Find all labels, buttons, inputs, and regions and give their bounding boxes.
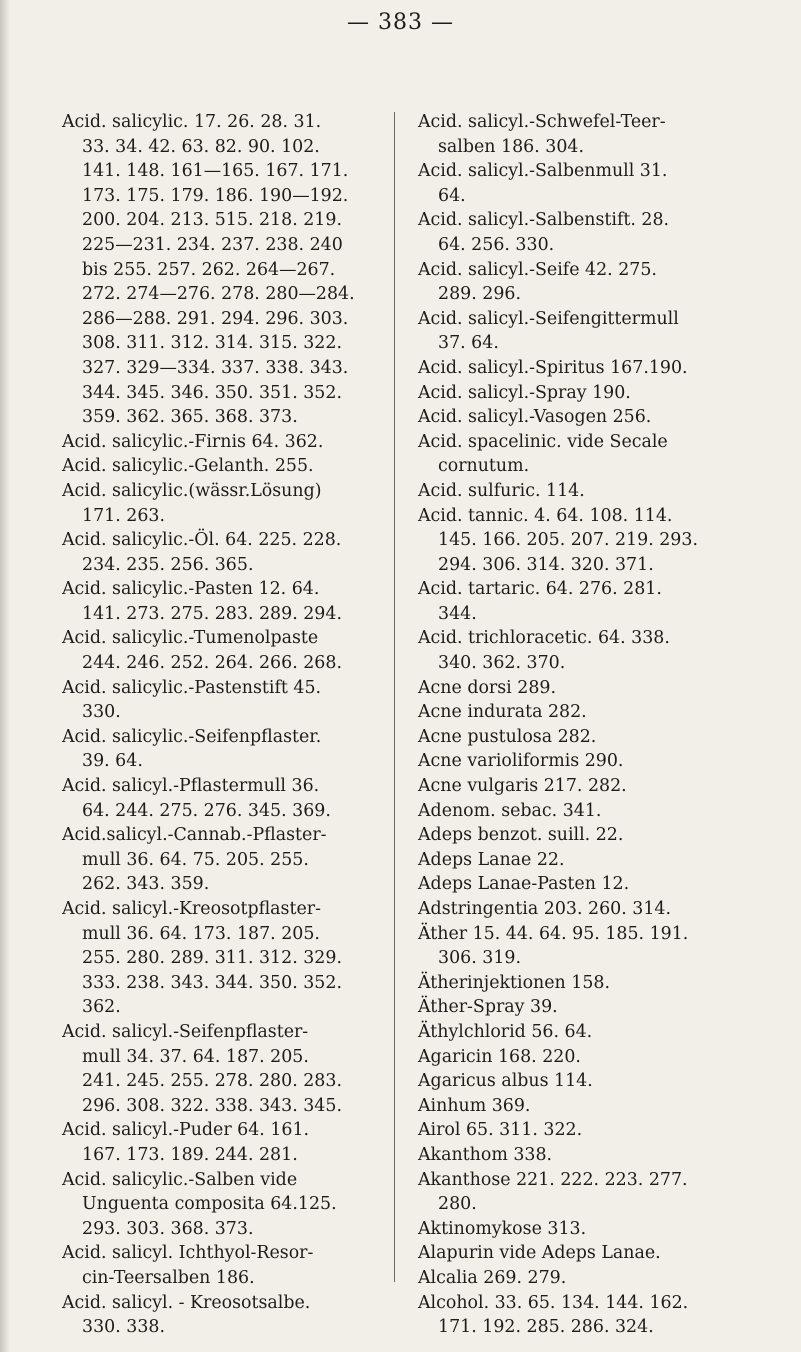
index-entry [62,1291,380,1340]
index-entry [62,430,380,455]
index-entry-continuation: 241. 245. 255. 278. 280. 283. [82,1071,342,1092]
index-entry-heading: Alcohol. 33. 65. 134. 144. 162. [418,1292,689,1313]
index-entry-heading: Adeps Lanae-Pasten 12. [418,874,630,895]
index-entry-heading: Acid. spacelinic. vide Secale [418,431,668,452]
index-entry-heading: Acid. salicylic. 17. 26. 28. 31. [62,112,322,132]
index-entry-continuation: cin-Teersalben 186. [82,1267,255,1288]
index-entry-heading: Acid. salicyl.-Seifenpflaster- [62,1021,309,1042]
index-entry-continuation: 262. 343. 359. [82,874,210,895]
index-entry [418,995,776,1020]
index-entry [418,258,776,307]
index-entry-heading: Acid. salicyl.-Schwefel-Teer- [418,112,666,132]
index-entry-continuation: 141. 148. 161—165. 167. 171. [82,161,349,182]
index-entry-heading: Acid. salicylic.(wässr.Lösung) [62,480,322,501]
index-entry-continuation: 39. 64. [82,751,143,772]
index-entry [418,307,776,356]
index-entry-continuation: 167. 173. 189. 244. 281. [82,1144,298,1165]
index-entry-heading: Acne varioliformis 290. [418,751,624,772]
index-entry-continuation: 64. [438,185,466,206]
index-entry-heading: Adeps benzot. suill. 22. [418,825,624,846]
index-entry-heading: Acid. trichloracetic. 64. 338. [418,628,670,649]
index-entry-heading: Acid. salicyl.-Salbenmull 31. [418,161,668,182]
index-entry-continuation: 255. 280. 289. 311. 312. 329. [82,948,342,969]
index-entry [418,774,776,799]
index-entry [418,1217,776,1242]
index-entry [62,1020,380,1118]
index-entry-continuation: 171. 263. [82,505,165,526]
index-entry [62,454,380,479]
index-entry [418,1045,776,1070]
index-entry-heading: Acid. salicyl.-Puder 64. 161. [62,1120,310,1141]
index-entry [62,1241,380,1290]
index-entry-heading: Acne vulgaris 217. 282. [418,776,627,797]
index-entry [62,479,380,528]
index-entry-heading: Acid. salicyl.-Kreosotpflaster- [62,899,321,919]
index-entry [418,676,776,701]
index-entry [418,725,776,750]
index-entry-heading: Acid. salicyl.-Vasogen 256. [418,407,652,428]
index-entry [62,528,380,577]
index-entry-heading: Acid.salicyl.-Cannab.-Pflaster- [62,825,327,846]
index-entry-continuation: 145. 166. 205. 207. 219. 293. [438,530,698,551]
index-entry-continuation: mull 36. 64. 173. 187. 205. [82,923,320,944]
index-entry-heading: Acid. salicyl.-Seife 42. 275. [418,259,657,280]
index-entry [62,774,380,823]
index-entry-continuation: 294. 306. 314. 320. 371. [438,554,654,575]
index-entry-heading: Aktinomykose 313. [418,1218,587,1239]
index-entry-heading: Acid. salicylic.-Pasten 12. 64. [62,579,320,600]
index-entry [418,356,776,381]
index-entry [62,626,380,675]
page-number: — 383 — [347,10,454,35]
index-entry [62,1168,380,1242]
index-entry [418,848,776,873]
index-entry [62,823,380,897]
index-entry-continuation: cornutum. [438,456,530,477]
index-entry [418,971,776,996]
index-entry-continuation: 306. 319. [438,948,521,969]
index-entry-continuation: 234. 235. 256. 365. [82,554,254,575]
index-entry-continuation: 33. 34. 42. 63. 82. 90. 102. [82,136,320,157]
index-entry-continuation: 64. 256. 330. [438,234,555,255]
index-entry-continuation: 173. 175. 179. 186. 190—192. [82,185,349,206]
index-entry-continuation: 296. 308. 322. 338. 343. 345. [82,1095,342,1116]
column-divider [394,112,395,1282]
index-entry-heading: Acid. salicylic.-Pastenstift 45. [62,677,322,698]
index-entry-heading: Acid. sulfuric. 114. [418,480,585,501]
index-entry-continuation: 200. 204. 213. 515. 218. 219. [82,210,342,231]
index-entry [418,1168,776,1217]
index-entry [418,405,776,430]
index-entry-heading: Akanthom 338. [418,1144,553,1165]
index-entry-continuation: 327. 329—334. 337. 338. 343. [82,357,349,378]
index-entry-heading: Acid. tannic. 4. 64. 108. 114. [418,505,673,526]
index-entry-continuation: 308. 311. 312. 314. 315. 322. [82,333,342,354]
index-entry [418,823,776,848]
index-entry-heading: Acid. salicyl.-Pflastermull 36. [62,776,320,797]
index-entry [418,1291,776,1340]
index-entry-continuation: 225—231. 234. 237. 238. 240 [82,234,343,255]
index-entry [418,922,776,971]
index-entry-heading: Äther-Spray 39. [418,997,558,1018]
index-entry-heading: Agaricin 168. 220. [418,1046,581,1067]
index-entry-continuation: 272. 274—276. 278. 280—284. [82,284,355,305]
index-entry-heading: Äthylchlorid 56. 64. [418,1021,593,1042]
index-entry-heading: Acid. salicyl.-Spray 190. [418,382,631,403]
index-entry-heading: Acid. salicyl. - Kreosotsalbe. [62,1292,311,1313]
index-entry-heading: Acid. salicylic.-Seifenpflaster. [62,726,322,747]
index-entry-heading: Adenom. sebac. 341. [418,800,602,821]
index-entry [418,577,776,626]
index-entry [418,1094,776,1119]
index-entry-continuation: 171. 192. 285. 286. 324. [438,1317,654,1338]
index-entry [62,577,380,626]
index-entry-continuation: 359. 362. 365. 368. 373. [82,407,298,428]
index-entry-continuation: 280. [438,1194,477,1215]
index-entry [418,749,776,774]
index-entry [418,799,776,824]
index-entry [418,1118,776,1143]
index-entry-heading: Acid. salicyl. Ichthyol-Resor- [62,1243,314,1264]
index-entry-continuation: 293. 303. 368. 373. [82,1218,254,1239]
index-entry-continuation: 244. 246. 252. 264. 266. 268. [82,653,342,674]
index-entry [62,897,380,1020]
index-entry [62,725,380,774]
index-entry-heading: Acid. tartaric. 64. 276. 281. [418,579,662,600]
right-column [418,110,776,1340]
index-entry [62,1118,380,1167]
index-entry-heading: Adeps Lanae 22. [418,849,565,870]
index-entry-continuation: bis 255. 257. 262. 264—267. [82,259,336,280]
index-entry [418,1069,776,1094]
index-entry [418,381,776,406]
index-entry-heading: Acid. salicylic.-Salben vide [62,1169,298,1190]
index-entry-heading: Acid. salicyl.-Spiritus 167.190. [418,357,688,378]
index-entry-heading: Acid. salicylic.-Tumenolpaste [62,628,319,649]
index-entry-continuation: 330. 338. [82,1317,165,1338]
index-entry [418,626,776,675]
index-entry-heading: Ainhum 369. [418,1095,531,1116]
index-entry-heading: Acne pustulosa 282. [418,726,597,747]
index-entry [418,479,776,504]
index-entry [418,872,776,897]
index-entry-continuation: 344. 345. 346. 350. 351. 352. [82,382,342,403]
index-entry-heading: Acid. salicylic.-Firnis 64. 362. [62,431,324,452]
index-entry-heading: Ätherinjektionen 158. [418,972,610,993]
index-entry [62,676,380,725]
index-entry-continuation: 286—288. 291. 294. 296. 303. [82,308,349,329]
index-entry-heading: Alapurin vide Adeps Lanae. [418,1243,661,1264]
index-entry-continuation: 289. 296. [438,284,521,305]
index-entry-heading: Adstringentia 203. 260. 314. [418,899,671,919]
index-entry-continuation: 344. [438,603,477,624]
index-entry [418,504,776,578]
index-entry-continuation: mull 34. 37. 64. 187. 205. [82,1046,309,1067]
index-entry-continuation: mull 36. 64. 75. 205. 255. [82,849,309,870]
index-entry-heading: Acne indurata 282. [418,702,587,723]
index-entry [418,159,776,208]
index-entry [418,700,776,725]
index-entry-heading: Acid. salicyl.-Salbenstift. 28. [418,210,670,231]
index-entry [418,897,776,922]
index-entry-heading: Acid. salicyl.-Seifengittermull [418,308,679,329]
index-entry-heading: Alcalia 269. 279. [418,1267,567,1288]
index-entry-heading: Acne dorsi 289. [418,677,556,698]
index-entry-continuation: Unguenta composita 64.125. [82,1194,337,1215]
index-entry-continuation: 340. 362. 370. [438,653,566,674]
index-entry-continuation: 330. [82,702,121,723]
index-entry-heading: Airol 65. 311. 322. [418,1120,583,1141]
index-entry [418,1241,776,1266]
left-column [62,110,380,1340]
index-entry-heading: Acid. salicylic.-Öl. 64. 225. 228. [62,530,342,551]
index-entry [418,110,776,159]
index-entry-continuation: 362. [82,997,121,1018]
index-entry-heading: Äther 15. 44. 64. 95. 185. 191. [418,923,689,944]
index-entry [418,208,776,257]
index-entry-continuation: 64. 244. 275. 276. 345. 369. [82,800,331,821]
index-entry-heading: Acid. salicylic.-Gelanth. 255. [62,456,314,477]
index-entry [418,1266,776,1291]
index-entry [418,1020,776,1045]
index-entry-continuation: 333. 238. 343. 344. 350. 352. [82,972,342,993]
page-edge-shadow [0,0,10,1352]
index-entry-heading: Agaricus albus 114. [418,1071,593,1092]
index-entry-continuation: 141. 273. 275. 283. 289. 294. [82,603,342,624]
index-entry-continuation: salben 186. 304. [438,136,584,157]
index-entry-heading: Akanthose 221. 222. 223. 277. [418,1169,688,1190]
index-entry-continuation: 37. 64. [438,333,499,354]
index-entry [418,1143,776,1168]
index-entry [418,430,776,479]
index-entry [62,110,380,430]
